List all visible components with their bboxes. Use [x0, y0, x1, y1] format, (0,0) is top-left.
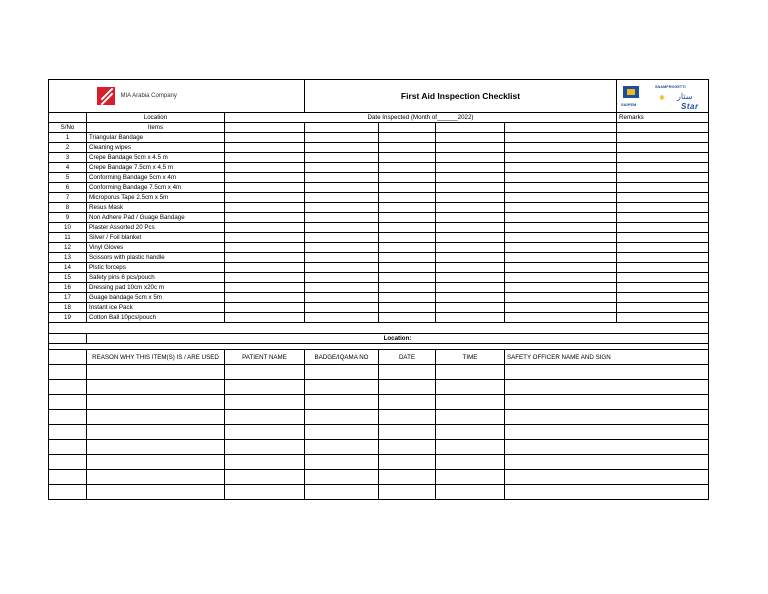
date-inspected-header: Date Inspected (Month of______2022) — [225, 113, 617, 123]
item-name: Microporus Tape 2.5cm x 5m — [87, 193, 225, 203]
entry-cell[interactable] — [617, 183, 709, 193]
usage-location-row — [49, 334, 709, 344]
entry-cell[interactable] — [379, 283, 436, 293]
entry-cell[interactable] — [436, 283, 505, 293]
entry-cell[interactable] — [436, 213, 505, 223]
log-entry-cell[interactable] — [305, 410, 379, 425]
item-number: 3 — [49, 153, 87, 163]
partner-logo: SAIPEM SNAMPROGETTI ✺ ستار Star — [617, 80, 709, 113]
item-number: 8 — [49, 203, 87, 213]
log-entry-cell[interactable] — [49, 470, 87, 485]
entry-cell[interactable] — [225, 173, 305, 183]
page-title: First Aid Inspection Checklist — [305, 80, 617, 113]
item-number: 14 — [49, 263, 87, 273]
usage-log-row — [49, 440, 709, 455]
usage-log-row — [49, 455, 709, 470]
entry-cell[interactable] — [225, 303, 305, 313]
entry-cell[interactable] — [505, 243, 617, 253]
entry-cell[interactable] — [379, 293, 436, 303]
patient-name-header: PATIENT NAME — [225, 350, 305, 365]
entry-cell[interactable] — [436, 313, 505, 323]
log-entry-cell[interactable] — [49, 410, 87, 425]
usage-log-row — [49, 410, 709, 425]
checklist-item-row — [49, 283, 709, 293]
log-entry-cell[interactable] — [49, 365, 87, 380]
entry-cell[interactable] — [617, 293, 709, 303]
entry-cell[interactable] — [305, 283, 379, 293]
entry-cell[interactable] — [617, 243, 709, 253]
entry-cell[interactable] — [436, 223, 505, 233]
usage-header-row — [49, 350, 709, 365]
log-entry-cell[interactable] — [505, 410, 709, 425]
entry-cell[interactable] — [305, 133, 379, 143]
entry-cell[interactable] — [305, 233, 379, 243]
entry-cell[interactable] — [505, 303, 617, 313]
log-entry-cell[interactable] — [225, 395, 305, 410]
items-header: Items — [87, 123, 225, 133]
item-number: 1 — [49, 133, 87, 143]
log-entry-cell[interactable] — [379, 470, 436, 485]
saipem-logo-icon — [623, 86, 639, 98]
log-entry-cell[interactable] — [436, 470, 505, 485]
entry-cell[interactable] — [225, 273, 305, 283]
item-name: Conforming Bandage 5cm x 4m — [87, 173, 225, 183]
first-aid-checklist-sheet — [48, 79, 708, 500]
checklist-item-row — [49, 213, 709, 223]
log-entry-cell[interactable] — [225, 485, 305, 500]
log-entry-cell[interactable] — [436, 425, 505, 440]
entry-cell[interactable] — [305, 293, 379, 303]
entry-cell[interactable] — [379, 173, 436, 183]
entry-cell[interactable] — [225, 283, 305, 293]
entry-cell[interactable] — [305, 143, 379, 153]
log-entry-cell[interactable] — [436, 455, 505, 470]
log-entry-cell[interactable] — [505, 425, 709, 440]
log-entry-cell[interactable] — [87, 485, 225, 500]
entry-cell[interactable] — [505, 313, 617, 323]
column-header-row — [49, 113, 709, 123]
checklist-item-row — [49, 203, 709, 213]
log-entry-cell[interactable] — [87, 380, 225, 395]
entry-cell[interactable] — [617, 163, 709, 173]
entry-cell[interactable] — [379, 253, 436, 263]
item-name: Crepe Bandage 7.5cm x 4.5 m — [87, 163, 225, 173]
entry-cell[interactable] — [505, 263, 617, 273]
log-entry-cell[interactable] — [379, 455, 436, 470]
entry-cell[interactable] — [617, 203, 709, 213]
entry-cell[interactable] — [436, 303, 505, 313]
log-entry-cell[interactable] — [379, 410, 436, 425]
entry-cell[interactable] — [617, 283, 709, 293]
item-number: 6 — [49, 183, 87, 193]
entry-cell[interactable] — [305, 163, 379, 173]
entry-cell[interactable] — [225, 193, 305, 203]
log-entry-cell[interactable] — [49, 455, 87, 470]
entry-cell[interactable] — [225, 153, 305, 163]
entry-cell[interactable] — [505, 293, 617, 303]
checklist-item-row — [49, 253, 709, 263]
entry-cell[interactable] — [305, 173, 379, 183]
item-name: Plaster Assorted 20 Pcs — [87, 223, 225, 233]
entry-cell[interactable] — [305, 243, 379, 253]
item-name: Resus Mask — [87, 203, 225, 213]
entry-cell[interactable] — [436, 153, 505, 163]
entry-cell[interactable] — [305, 223, 379, 233]
entry-cell[interactable] — [617, 263, 709, 273]
log-entry-cell[interactable] — [505, 485, 709, 500]
subheader-row — [49, 123, 709, 133]
entry-cell[interactable] — [225, 313, 305, 323]
time-header: TIME — [436, 350, 505, 365]
usage-log-row — [49, 380, 709, 395]
log-entry-cell[interactable] — [305, 425, 379, 440]
checklist-item-row — [49, 273, 709, 283]
entry-cell[interactable] — [379, 143, 436, 153]
entry-cell[interactable] — [617, 313, 709, 323]
checklist-item-row — [49, 143, 709, 153]
log-entry-cell[interactable] — [87, 425, 225, 440]
entry-cell[interactable] — [436, 193, 505, 203]
log-entry-cell[interactable] — [305, 485, 379, 500]
entry-cell[interactable] — [505, 133, 617, 143]
item-number: 9 — [49, 213, 87, 223]
item-number: 19 — [49, 313, 87, 323]
checklist-item-row — [49, 303, 709, 313]
entry-cell[interactable] — [225, 243, 305, 253]
checklist-item-row — [49, 263, 709, 273]
entry-cell[interactable] — [617, 223, 709, 233]
log-entry-cell[interactable] — [436, 395, 505, 410]
checklist-item-row — [49, 153, 709, 163]
entry-cell[interactable] — [436, 203, 505, 213]
item-name: Plstic forceps — [87, 263, 225, 273]
log-entry-cell[interactable] — [225, 455, 305, 470]
sunburst-icon: ✺ — [659, 95, 665, 102]
entry-cell[interactable] — [379, 303, 436, 313]
entry-cell[interactable] — [225, 183, 305, 193]
entry-cell[interactable] — [617, 213, 709, 223]
log-entry-cell[interactable] — [436, 440, 505, 455]
log-entry-cell[interactable] — [225, 380, 305, 395]
usage-log-row — [49, 395, 709, 410]
item-number: 17 — [49, 293, 87, 303]
entry-cell[interactable] — [617, 273, 709, 283]
entry-cell[interactable] — [225, 263, 305, 273]
entry-cell[interactable] — [617, 233, 709, 243]
entry-cell[interactable] — [379, 203, 436, 213]
entry-cell[interactable] — [436, 183, 505, 193]
entry-cell[interactable] — [505, 253, 617, 263]
checklist-item-row — [49, 193, 709, 203]
remarks-header: Remarks — [617, 113, 709, 123]
log-entry-cell[interactable] — [436, 410, 505, 425]
entry-cell[interactable] — [505, 223, 617, 233]
log-entry-cell[interactable] — [49, 485, 87, 500]
entry-cell[interactable] — [436, 273, 505, 283]
item-number: 5 — [49, 173, 87, 183]
log-entry-cell[interactable] — [305, 395, 379, 410]
log-entry-cell[interactable] — [225, 365, 305, 380]
log-entry-cell[interactable] — [505, 365, 709, 380]
log-entry-cell[interactable] — [379, 485, 436, 500]
entry-cell[interactable] — [305, 263, 379, 273]
item-name: Guage bandage 5cm x 5m — [87, 293, 225, 303]
entry-cell[interactable] — [617, 173, 709, 183]
entry-cell[interactable] — [505, 273, 617, 283]
usage-location-label: Location: — [87, 334, 709, 344]
item-number: 4 — [49, 163, 87, 173]
entry-cell[interactable] — [505, 183, 617, 193]
usage-log-row — [49, 365, 709, 380]
item-name: Instant ice Pack — [87, 303, 225, 313]
entry-cell[interactable] — [379, 273, 436, 283]
checklist-item-row — [49, 233, 709, 243]
item-number: 15 — [49, 273, 87, 283]
item-name: Safety pins 6 pcs/pouch — [87, 273, 225, 283]
log-entry-cell[interactable] — [436, 365, 505, 380]
entry-cell[interactable] — [379, 213, 436, 223]
item-number: 11 — [49, 233, 87, 243]
item-name: Scissors with plastic handle — [87, 253, 225, 263]
log-entry-cell[interactable] — [87, 440, 225, 455]
checklist-item-row — [49, 293, 709, 303]
entry-cell[interactable] — [379, 313, 436, 323]
entry-cell[interactable] — [225, 233, 305, 243]
log-entry-cell[interactable] — [87, 410, 225, 425]
log-entry-cell[interactable] — [225, 470, 305, 485]
log-entry-cell[interactable] — [225, 425, 305, 440]
company-logo: MIA Arabia Company — [87, 80, 305, 113]
checklist-item-row — [49, 183, 709, 193]
item-number: 12 — [49, 243, 87, 253]
log-entry-cell[interactable] — [305, 470, 379, 485]
entry-cell[interactable] — [305, 303, 379, 313]
entry-cell[interactable] — [505, 153, 617, 163]
item-number: 13 — [49, 253, 87, 263]
item-number: 2 — [49, 143, 87, 153]
checklist-item-row — [49, 223, 709, 233]
log-entry-cell[interactable] — [305, 455, 379, 470]
entry-cell[interactable] — [436, 253, 505, 263]
entry-cell[interactable] — [617, 133, 709, 143]
usage-log-row — [49, 470, 709, 485]
entry-cell[interactable] — [379, 243, 436, 253]
entry-cell[interactable] — [225, 213, 305, 223]
entry-cell[interactable] — [305, 273, 379, 283]
log-entry-cell[interactable] — [505, 440, 709, 455]
item-name: Crepe Bandage 5cm x 4.5 m — [87, 153, 225, 163]
entry-cell[interactable] — [379, 233, 436, 243]
entry-cell[interactable] — [305, 193, 379, 203]
entry-cell[interactable] — [225, 223, 305, 233]
entry-cell[interactable] — [617, 193, 709, 203]
item-name: Dressing pad 10cm x20c m — [87, 283, 225, 293]
spacer-row — [49, 323, 709, 334]
entry-cell[interactable] — [505, 163, 617, 173]
log-entry-cell[interactable] — [87, 395, 225, 410]
entry-cell[interactable] — [505, 213, 617, 223]
checklist-item-row — [49, 163, 709, 173]
log-entry-cell[interactable] — [305, 380, 379, 395]
entry-cell[interactable] — [225, 163, 305, 173]
log-entry-cell[interactable] — [87, 470, 225, 485]
item-number: 10 — [49, 223, 87, 233]
checklist-item-row — [49, 133, 709, 143]
log-entry-cell[interactable] — [87, 365, 225, 380]
log-entry-cell[interactable] — [505, 395, 709, 410]
entry-cell[interactable] — [379, 223, 436, 233]
item-name: Cotton Ball 10pcs/pouch — [87, 313, 225, 323]
entry-cell[interactable] — [505, 193, 617, 203]
entry-cell[interactable] — [225, 133, 305, 143]
checklist-item-row — [49, 243, 709, 253]
location-header: Location — [87, 113, 225, 123]
log-entry-cell[interactable] — [225, 410, 305, 425]
log-entry-cell[interactable] — [436, 380, 505, 395]
entry-cell[interactable] — [505, 203, 617, 213]
entry-cell[interactable] — [225, 143, 305, 153]
entry-cell[interactable] — [379, 153, 436, 163]
entry-cell[interactable] — [379, 183, 436, 193]
entry-cell[interactable] — [305, 183, 379, 193]
item-number: 7 — [49, 193, 87, 203]
date-header: DATE — [379, 350, 436, 365]
checklist-table — [48, 79, 709, 500]
checklist-item-row — [49, 313, 709, 323]
entry-cell[interactable] — [436, 243, 505, 253]
entry-cell[interactable] — [379, 193, 436, 203]
entry-cell[interactable] — [379, 133, 436, 143]
item-number: 18 — [49, 303, 87, 313]
entry-cell[interactable] — [436, 143, 505, 153]
mia-logo-icon — [97, 87, 115, 105]
entry-cell[interactable] — [225, 253, 305, 263]
entry-cell[interactable] — [617, 303, 709, 313]
entry-cell[interactable] — [436, 163, 505, 173]
log-entry-cell[interactable] — [436, 485, 505, 500]
item-name: Vinyl Gloves — [87, 243, 225, 253]
item-number: 16 — [49, 283, 87, 293]
entry-cell[interactable] — [305, 203, 379, 213]
entry-cell[interactable] — [505, 283, 617, 293]
entry-cell[interactable] — [436, 293, 505, 303]
entry-cell[interactable] — [436, 263, 505, 273]
log-entry-cell[interactable] — [379, 440, 436, 455]
log-entry-cell[interactable] — [49, 380, 87, 395]
checklist-item-row — [49, 173, 709, 183]
log-entry-cell[interactable] — [87, 455, 225, 470]
log-entry-cell[interactable] — [225, 440, 305, 455]
sno-header: S/No — [49, 123, 87, 133]
log-entry-cell[interactable] — [305, 440, 379, 455]
entry-cell[interactable] — [505, 233, 617, 243]
entry-cell[interactable] — [225, 203, 305, 213]
entry-cell[interactable] — [505, 143, 617, 153]
entry-cell[interactable] — [505, 173, 617, 183]
log-entry-cell[interactable] — [379, 365, 436, 380]
log-entry-cell[interactable] — [379, 395, 436, 410]
entry-cell[interactable] — [436, 173, 505, 183]
entry-cell[interactable] — [379, 163, 436, 173]
entry-cell[interactable] — [379, 263, 436, 273]
safety-officer-header: SAFETY OFFICER NAME AND SIGN — [505, 350, 709, 365]
log-entry-cell[interactable] — [49, 440, 87, 455]
log-entry-cell[interactable] — [305, 365, 379, 380]
log-entry-cell[interactable] — [49, 395, 87, 410]
log-entry-cell[interactable] — [505, 455, 709, 470]
usage-log-row — [49, 425, 709, 440]
item-name: Conforming Bandage 7.5cm x 4m — [87, 183, 225, 193]
entry-cell[interactable] — [305, 153, 379, 163]
log-entry-cell[interactable] — [379, 380, 436, 395]
entry-cell[interactable] — [436, 233, 505, 243]
item-name: Silver / Foil blanket — [87, 233, 225, 243]
log-entry-cell[interactable] — [379, 425, 436, 440]
item-name: Triangular Bandage — [87, 133, 225, 143]
log-entry-cell[interactable] — [49, 425, 87, 440]
usage-log-row — [49, 485, 709, 500]
item-name: Cleaning wipes — [87, 143, 225, 153]
entry-cell[interactable] — [436, 133, 505, 143]
entry-cell[interactable] — [617, 153, 709, 163]
entry-cell[interactable] — [617, 143, 709, 153]
entry-cell[interactable] — [225, 293, 305, 303]
log-entry-cell[interactable] — [505, 470, 709, 485]
badge-iqama-header: BADGE/IQAMA NO — [305, 350, 379, 365]
entry-cell[interactable] — [305, 213, 379, 223]
reason-header: REASON WHY THIS ITEM(S) IS / ARE USED — [87, 350, 225, 365]
log-entry-cell[interactable] — [505, 380, 709, 395]
item-name: Non Adhere Pad / Guage Bandage — [87, 213, 225, 223]
entry-cell[interactable] — [305, 253, 379, 263]
entry-cell[interactable] — [305, 313, 379, 323]
entry-cell[interactable] — [617, 253, 709, 263]
